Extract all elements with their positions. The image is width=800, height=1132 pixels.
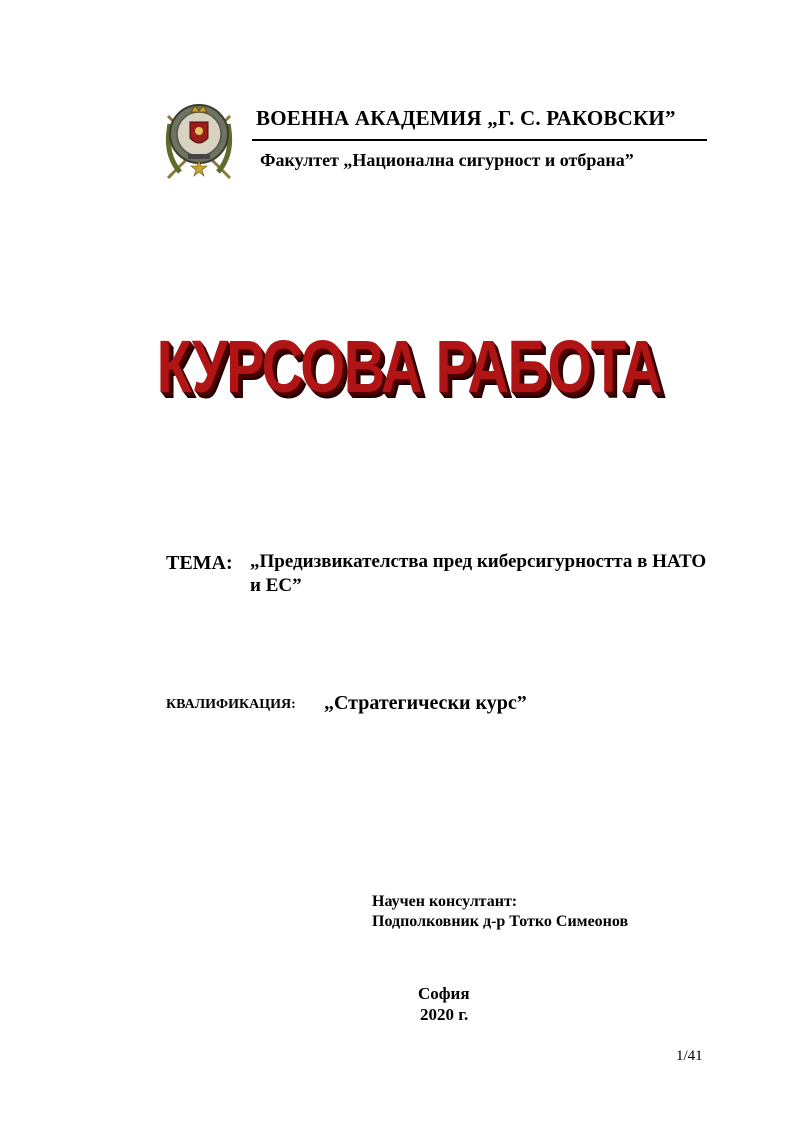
- qualification-label: КВАЛИФИКАЦИЯ:: [166, 697, 296, 712]
- topic-label: ТЕМА:: [166, 552, 233, 574]
- qualification-value: „Стратегически курс”: [324, 692, 527, 714]
- academy-emblem-icon: [160, 94, 238, 184]
- city: София: [418, 984, 470, 1003]
- header-divider: [252, 139, 707, 141]
- topic-text: „Предизвикателства пред киберсигурността в НАТО и ЕС”: [250, 551, 707, 596]
- consultant-name: Подполковник д-р Тотко Симеонов: [372, 913, 629, 930]
- document-title: КУРСОВА РАБОТА: [156, 325, 661, 408]
- academy-name: ВОЕННА АКАДЕМИЯ „Г. С. РАКОВСКИ”: [256, 106, 676, 130]
- consultant-label: Научен консултант:: [372, 893, 518, 910]
- page-number: 1/41: [676, 1048, 703, 1064]
- year: 2020 г.: [420, 1005, 469, 1024]
- faculty-name: Факултет „Национална сигурност и отбрана”: [260, 150, 634, 170]
